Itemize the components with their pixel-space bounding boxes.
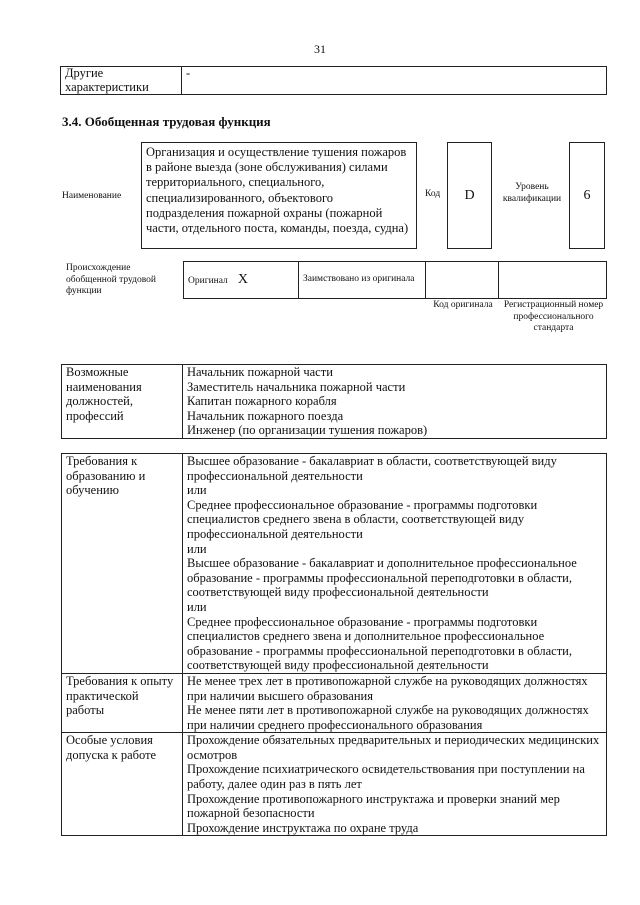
admission-label: Особые условия допуска к работе: [62, 733, 183, 836]
borrowed-label: Заимствовано из оригинала: [299, 262, 426, 299]
position-item: Заместитель начальника пожарной части: [187, 379, 406, 394]
original-label: Оригинал: [188, 276, 228, 287]
experience-value: Не менее трех лет в противопожарной службе на руководящих должностях при наличии высшего образования Не менее пяти лет в противопожарной службе на руководящих должностях при наличии среднего профессионального образования: [183, 673, 607, 732]
caption-reg-number: Регистрационный номер профессионального стандарта: [503, 300, 604, 333]
positions-label: Возможные наименования должностей, профессий: [62, 365, 183, 439]
origin-code-cell: [426, 262, 499, 299]
level-label: Уровень квалификации: [502, 182, 562, 204]
other-characteristics-value: -: [182, 67, 607, 95]
admission-row: [62, 733, 607, 836]
experience-row: [62, 673, 607, 732]
position-item: Капитан пожарного корабля: [187, 394, 337, 409]
section-title: 3.4. Обобщенная трудовая функция: [62, 114, 271, 129]
origin-reg-cell: [499, 262, 607, 299]
requirements-table: [61, 453, 607, 836]
page-number: 31: [314, 42, 326, 56]
position-item: Начальник пожарной части: [187, 365, 333, 379]
positions-table: [61, 364, 607, 439]
function-name-value: Организация и осуществление тушения пожаров в районе выезда (зоне обслуживания) силами территориального, специального, специализированного, объектового подразделения пожарной охраны (пожарной части, отдельного поста, команды, поезда, судна): [141, 142, 417, 249]
name-label: Наименование: [62, 191, 122, 201]
admission-value: Прохождение обязательных предварительных и периодических медицинских осмотров Прохождение психиатрического освидетельствования при поступлении на работу, далее один раз в пять лет Прохождение противопожарного инструктажа и проверки знаний мер пожарной безопасности Прохождение инструктажа по охране труда: [183, 733, 607, 836]
position-item: Начальник пожарного поезда: [187, 408, 344, 423]
experience-label: Требования к опыту практической работы: [62, 673, 183, 732]
original-mark: X: [237, 272, 248, 288]
positions-list: [183, 365, 607, 439]
code-value: D: [447, 142, 492, 249]
other-characteristics-label: Другие характеристики: [61, 67, 182, 95]
education-label: Требования к образованию и обучению: [62, 454, 183, 674]
education-row: [62, 454, 607, 674]
caption-code: Код оригинала: [433, 300, 493, 310]
position-item: Инженер (по организации тушения пожаров): [187, 423, 428, 438]
origin-original-cell: [184, 262, 299, 299]
education-value: Высшее образование - бакалавриат в области, соответствующей виду профессиональной деятельности или Среднее профессиональное образование - программы подготовки специалистов среднего звена в области, соответствующей виду профессиональной деятельности или Высшее образование - бакалавриат и дополнительное профессиональное образование - программы профессиональной переподготовки в области, соответствующей виду профессиональной деятельности или Среднее профессиональное образование - программы подготовки специалистов среднего звена и дополнительное профессиональное образование - программы профессиональной переподготовки в области, соответствующей виду профессиональной деятельности: [183, 454, 607, 674]
other-characteristics-table: [60, 66, 607, 95]
code-label: Код: [425, 189, 441, 199]
level-value: 6: [569, 142, 605, 249]
origin-label: Происхождение обобщенной трудовой функции: [66, 263, 156, 296]
origin-table: [183, 261, 607, 299]
